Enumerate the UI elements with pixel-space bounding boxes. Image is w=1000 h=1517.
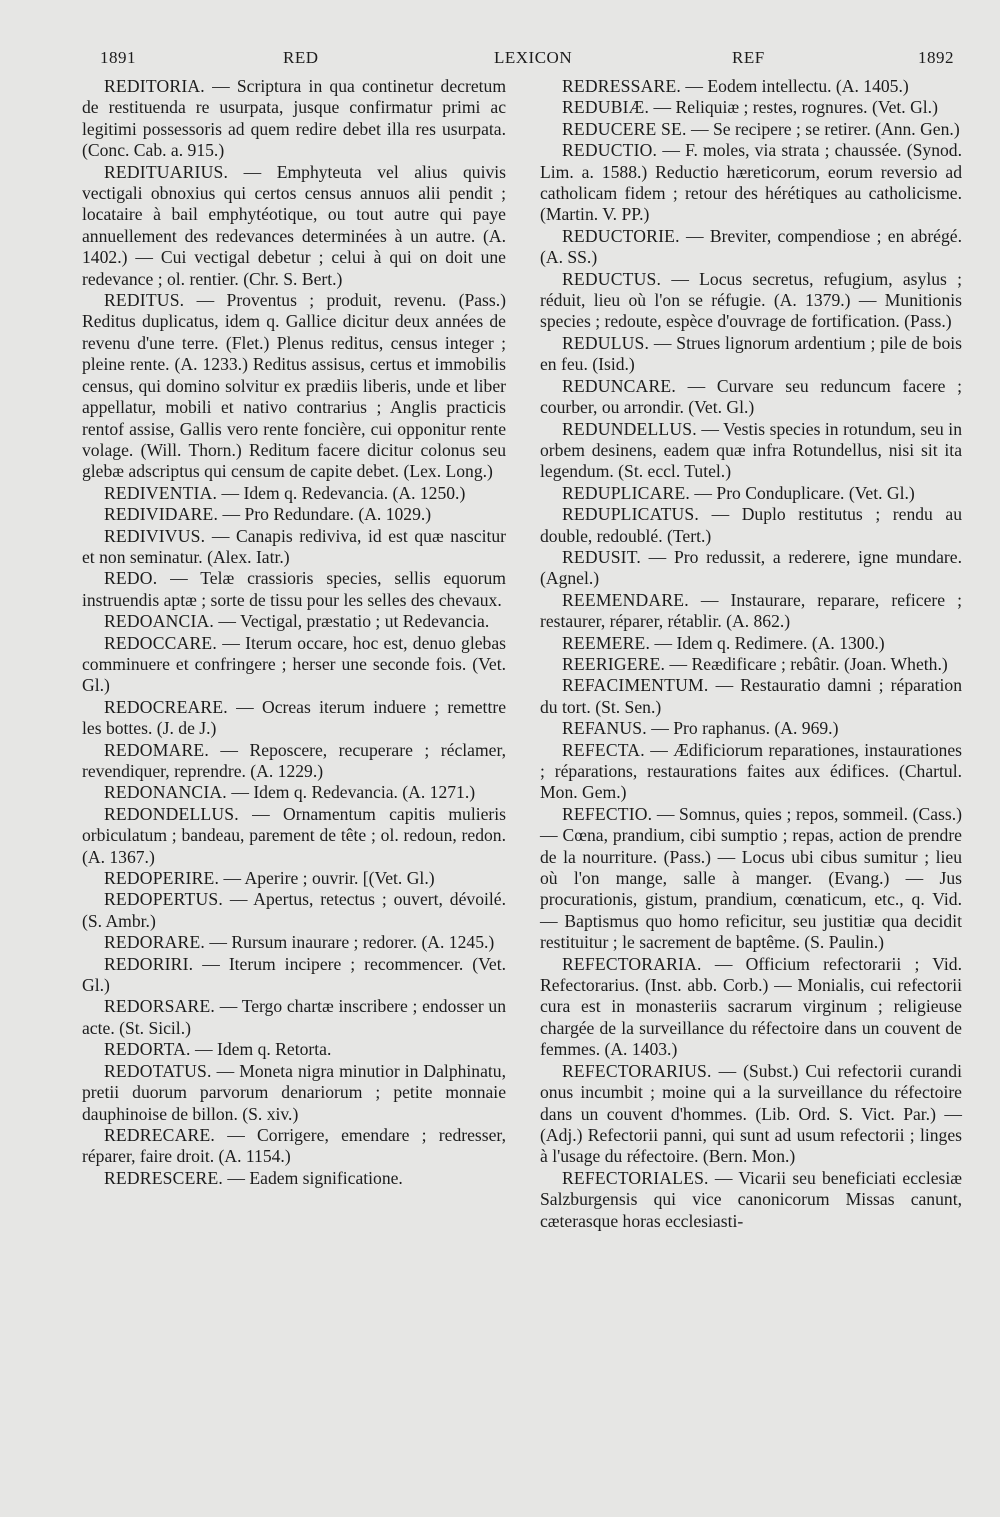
- dictionary-entry: [82, 611, 506, 632]
- entry-headword: REDUCTUS.: [562, 268, 662, 289]
- entry-definition: — Idem q. Redimere. (A. 1300.): [650, 632, 885, 653]
- entry-headword: REFECTA.: [562, 739, 645, 760]
- dictionary-entry: [540, 504, 962, 547]
- dictionary-entry: [540, 675, 962, 718]
- entry-definition: — Rursum inaurare ; redorer. (A. 1245.): [205, 932, 495, 953]
- entry-headword: REDOPERIRE.: [104, 868, 220, 889]
- entry-definition: — Vectigal, præstatio ; ut Redevancia.: [214, 611, 490, 632]
- entry-definition: — Pro Conduplicare. (Vet. Gl.): [690, 482, 915, 503]
- entry-definition: — Canapis rediviva, id est quæ nascitur et non seminatur. (Alex. Iatr.): [82, 525, 506, 567]
- dictionary-entry: [540, 119, 962, 140]
- entry-definition: — Somnus, quies ; repos, sommeil. (Cass.) — Cœna, prandium, cibi sumptio ; repas, action de prendre de la nourriture. (Pass.) — Locus ubi cibus sumitur ; lieu où l'on mange, salle à manger. (Evang.) — Jus procurationis, gistum, prandium, cœnaticum, etc., q. Vid. — Baptismus quo homo reficitur, seu justitiæ qua decidit restituitur ; le sacrement de baptême. (S. Paulin.): [540, 803, 962, 953]
- entry-headword: REDITUS.: [104, 290, 185, 311]
- entry-definition: — Emphyteuta vel alius quivis vectigali obnoxius qui certos census annuos alii pendit ; locataire à bail emphytéotique, ou tout autre qui paye annuellement des redevances determinées à un autre. (A. 1402.) — Cui vectigal debetur ; celui à qui on doit une redevance ; ol. rentier. (Chr. S. Bert.): [82, 161, 506, 289]
- entry-headword: REDULUS.: [562, 332, 650, 353]
- right-page-number: 1892: [918, 48, 954, 67]
- entry-headword: REDUBIÆ.: [562, 97, 650, 118]
- entry-definition: — Idem q. Redevancia. (A. 1271.): [226, 782, 476, 803]
- entry-headword: REEMERE.: [562, 632, 651, 653]
- entry-definition: — Curvare seu reduncum facere ; courber, ou arrondir. (Vet. Gl.): [540, 375, 962, 418]
- entry-definition: — Scriptura in qua continetur decretum de restituenda re usurpata, jusque confirmatur primi ac legitimi possessoris ad quem redire debet illa res usurpata. (Conc. Cab. a. 915.): [82, 76, 506, 161]
- entry-headword: REDITUARIUS.: [104, 161, 229, 182]
- entry-definition: — Reposcere, recuperare ; réclamer, revendiquer, reprendre. (A. 1229.): [82, 739, 506, 781]
- left-page-number: 1891: [100, 48, 136, 67]
- entry-definition: — (Subst.) Cui refectorii curandi onus incumbit ; moine qui a la surveillance du réfectoire dans un couvent d'hommes. (Lib. Ord. S. Vict. Par.) — (Adj.) Refectorii panni, qui sunt ad usum refectorii ; linges à l'usage du réfectoire. (Bern. Mon.): [540, 1060, 962, 1167]
- entry-headword: REDITORIA.: [104, 76, 205, 96]
- dictionary-entry: [540, 633, 962, 654]
- dictionary-entry: [540, 333, 962, 376]
- dictionary-entry: [540, 1168, 962, 1232]
- entry-headword: REDORSARE.: [104, 996, 215, 1017]
- dictionary-entry: [82, 889, 506, 932]
- dictionary-entry: [82, 526, 506, 569]
- dictionary-entry: [82, 290, 506, 483]
- entry-headword: REDOCREARE.: [104, 696, 228, 717]
- entry-headword: REDUCTIO.: [562, 140, 658, 161]
- left-column: [82, 76, 506, 1189]
- entry-headword: REDOCCARE.: [104, 632, 217, 653]
- dictionary-entry: [82, 868, 506, 889]
- dictionary-entry: [82, 1039, 506, 1060]
- entry-definition: — Telæ crassioris species, sellis equorum instruendis aptæ ; sorte de tissu pour les selles des chevaux.: [82, 568, 506, 610]
- entry-headword: REDORIRI.: [104, 953, 194, 974]
- entry-headword: REDUPLICARE.: [562, 482, 691, 503]
- entry-definition: — Ædificiorum reparationes, instaurationes ; réparations, restaurations faites aux édifices. (Chartul. Mon. Gem.): [540, 739, 962, 803]
- dictionary-entry: [540, 1061, 962, 1168]
- entry-headword: REDOPERTUS.: [104, 889, 223, 910]
- dictionary-entry: [540, 740, 962, 804]
- dictionary-entry: [540, 590, 962, 633]
- entry-headword: REDRESSARE.: [562, 76, 682, 96]
- entry-definition: — Eadem significatione.: [223, 1167, 403, 1188]
- entry-definition: — Aperire ; ouvrir. [(Vet. Gl.): [219, 868, 435, 889]
- dictionary-entry: [540, 483, 962, 504]
- entry-definition: — Se recipere ; se retirer. (Ann. Gen.): [686, 118, 960, 139]
- dictionary-entry: [82, 162, 506, 290]
- right-guide-word: REF: [732, 48, 765, 67]
- entry-headword: REDONDELLUS.: [104, 803, 239, 824]
- dictionary-entry: [82, 782, 506, 803]
- entry-definition: — Tergo chartæ inscribere ; endosser un acte. (St. Sicil.): [82, 996, 506, 1038]
- entry-headword: REDUNCARE.: [562, 375, 676, 396]
- entry-definition: — Eodem intellectu. (A. 1405.): [681, 76, 909, 96]
- entry-headword: REDUPLICATUS.: [562, 504, 700, 525]
- dictionary-entry: [540, 547, 962, 590]
- dictionary-entry: [82, 996, 506, 1039]
- dictionary-entry: [82, 1168, 506, 1189]
- dictionary-entry: [540, 954, 962, 1061]
- entry-headword: REDORARE.: [104, 932, 206, 953]
- dictionary-entry: [540, 718, 962, 739]
- entry-definition: — Vestis species in rotundum, seu in orbem desinens, eadem quæ infra Rotundellus, nisi sit ita legendum. (St. eccl. Tutel.): [540, 418, 962, 482]
- dictionary-entry: [82, 954, 506, 997]
- dictionary-entry: [540, 376, 962, 419]
- entry-headword: REDUCERE SE.: [562, 118, 687, 139]
- entry-definition: — Pro Redundare. (A. 1029.): [218, 504, 432, 525]
- entry-definition: — Iterum incipere ; recommencer. (Vet. Gl.): [82, 953, 506, 996]
- dictionary-entry: [540, 76, 962, 97]
- dictionary-entry: [540, 269, 962, 333]
- dictionary-entry: [82, 1061, 506, 1125]
- dictionary-entry: [82, 932, 506, 953]
- left-guide-word: RED: [283, 48, 319, 67]
- entry-definition: — Officium refectorarii ; Vid. Refectorarius. (Inst. abb. Corb.) — Monialis, cui refectorii cura est in monasteriis sacrarum virginum ; religieuse chargée de la surveillance du réfectoire dans un couvent de femmes. (A. 1403.): [540, 953, 962, 1060]
- entry-headword: REDO.: [104, 568, 158, 589]
- entry-definition: — Vicarii seu beneficiati ecclesiæ Salzburgensis qui vice canonicorum Missas canunt, cæterasque horas ecclesiasti-: [540, 1167, 962, 1231]
- dictionary-entry: [82, 504, 506, 525]
- entry-headword: REERIGERE.: [562, 653, 666, 674]
- dictionary-entry: [82, 804, 506, 868]
- entry-definition: — Instaurare, reparare, reficere ; restaurer, réparer, rétablir. (A. 862.): [540, 589, 962, 632]
- entry-definition: — Reliquiæ ; restes, rognures. (Vet. Gl.): [649, 97, 938, 118]
- entry-definition: — Apertus, retectus ; ouvert, dévoilé. (S. Ambr.): [82, 889, 506, 931]
- entry-headword: REDORTA.: [104, 1039, 191, 1060]
- entry-headword: REDUCTORIE.: [562, 225, 680, 246]
- entry-definition: — Pro raphanus. (A. 969.): [646, 718, 839, 739]
- entry-definition: — F. moles, via strata ; chaussée. (Synod. Lim. a. 1588.) Reductio hæreticorum, eorum reversio ad catholicam fidem ; retour des hérétiques au catholicisme. (Martin. V. PP.): [540, 140, 962, 225]
- entry-definition: — Corrigere, emendare ; redresser, réparer, faire droit. (A. 1154.): [82, 1124, 506, 1167]
- dictionary-entry: [540, 226, 962, 269]
- entry-headword: REDRESCERE.: [104, 1167, 224, 1188]
- entry-definition: — Strues lignorum ardentium ; pile de bois en feu. (Isid.): [540, 332, 962, 375]
- entry-headword: REDIVIDARE.: [104, 504, 219, 525]
- entry-headword: REFANUS.: [562, 718, 647, 739]
- entry-headword: REDONANCIA.: [104, 782, 227, 803]
- entry-headword: REFECTORARIA.: [562, 953, 702, 974]
- entry-headword: REFECTORIALES.: [562, 1167, 709, 1188]
- entry-headword: REFACIMENTUM.: [562, 675, 709, 696]
- entry-definition: — Duplo restitutus ; rendu au double, redoublé. (Tert.): [540, 504, 962, 546]
- entry-headword: REFECTIO.: [562, 803, 653, 824]
- entry-headword: REDOTATUS.: [104, 1060, 212, 1081]
- dictionary-entry: [540, 654, 962, 675]
- dictionary-entry: [82, 633, 506, 697]
- entry-headword: REEMENDARE.: [562, 589, 689, 610]
- dictionary-entry: [82, 740, 506, 783]
- entry-definition: — Reædificare ; rebâtir. (Joan. Wheth.): [665, 653, 948, 674]
- entry-headword: REDIVENTIA.: [104, 482, 218, 503]
- dictionary-entry: [82, 568, 506, 611]
- dictionary-entry: [82, 483, 506, 504]
- dictionary-entry: [82, 697, 506, 740]
- running-header: [0, 44, 1000, 74]
- entry-definition: — Ocreas iterum induere ; remettre les bottes. (J. de J.): [82, 696, 506, 739]
- entry-definition: — Locus secretus, refugium, asylus ; réduit, lieu où l'on se réfugie. (A. 1379.) — Munitionis species ; redoute, espèce d'ouvrage de fortification. (Pass.): [540, 268, 962, 332]
- header-title: LEXICON: [494, 48, 573, 67]
- entry-definition: — Idem q. Redevancia. (A. 1250.): [217, 482, 466, 503]
- entry-headword: REFECTORARIUS.: [562, 1060, 712, 1081]
- entry-definition: — Ornamentum capitis mulieris orbiculatum ; bandeau, parement de tête ; ol. redoun, redon. (A. 1367.): [82, 803, 506, 867]
- entry-headword: REDIVIVUS.: [104, 525, 206, 546]
- entry-headword: REDOANCIA.: [104, 611, 215, 632]
- dictionary-entry: [82, 76, 506, 162]
- dictionary-entry: [540, 97, 962, 118]
- dictionary-entry: [540, 804, 962, 954]
- entry-headword: REDRECARE.: [104, 1124, 215, 1145]
- dictionary-entry: [82, 1125, 506, 1168]
- dictionary-entry: [540, 140, 962, 226]
- entry-headword: REDUSIT.: [562, 546, 641, 567]
- entry-definition: — Idem q. Retorta.: [190, 1039, 332, 1060]
- right-column: [540, 76, 962, 1232]
- dictionary-entry: [540, 419, 962, 483]
- entry-definition: — Proventus ; produit, revenu. (Pass.) Reditus duplicatus, idem q. Gallice dicitur deux années de revenu d'une terre. (Flet.) Plenus reditus, census integer ; pleine rente. (A. 1233.) Reditus assisus, certus et immobilis census, qui domino solvitur ex prædiis liberis, unde et liber appellatur, mobili et nativo contrarius ; Anglis practicis rentof assise, Gallis vero rente foncière, cui opponitur rente volage. (Will. Thorn.) Reditum facere dicitur colonus seu glebæ adscriptus qui censum de capite debet. (Lex. Long.): [82, 290, 506, 482]
- entry-definition: — Pro redussit, a rederere, igne mundare. (Agnel.): [540, 546, 962, 589]
- entry-definition: — Iterum occare, hoc est, denuo glebas comminuere et confringere ; herser une seconde fois. (Vet. Gl.): [82, 632, 506, 696]
- entry-definition: — Moneta nigra minutior in Dalphinatu, pretii duorum parvorum denariorum ; petite monnaie dauphinoise de billon. (S. xiv.): [82, 1060, 506, 1124]
- entry-headword: REDOMARE.: [104, 739, 209, 760]
- entry-definition: — Restauratio damni ; réparation du tort. (St. Sen.): [540, 675, 962, 717]
- entry-definition: — Breviter, compendiose ; en abrégé. (A. SS.): [540, 225, 962, 268]
- entry-headword: REDUNDELLUS.: [562, 418, 697, 439]
